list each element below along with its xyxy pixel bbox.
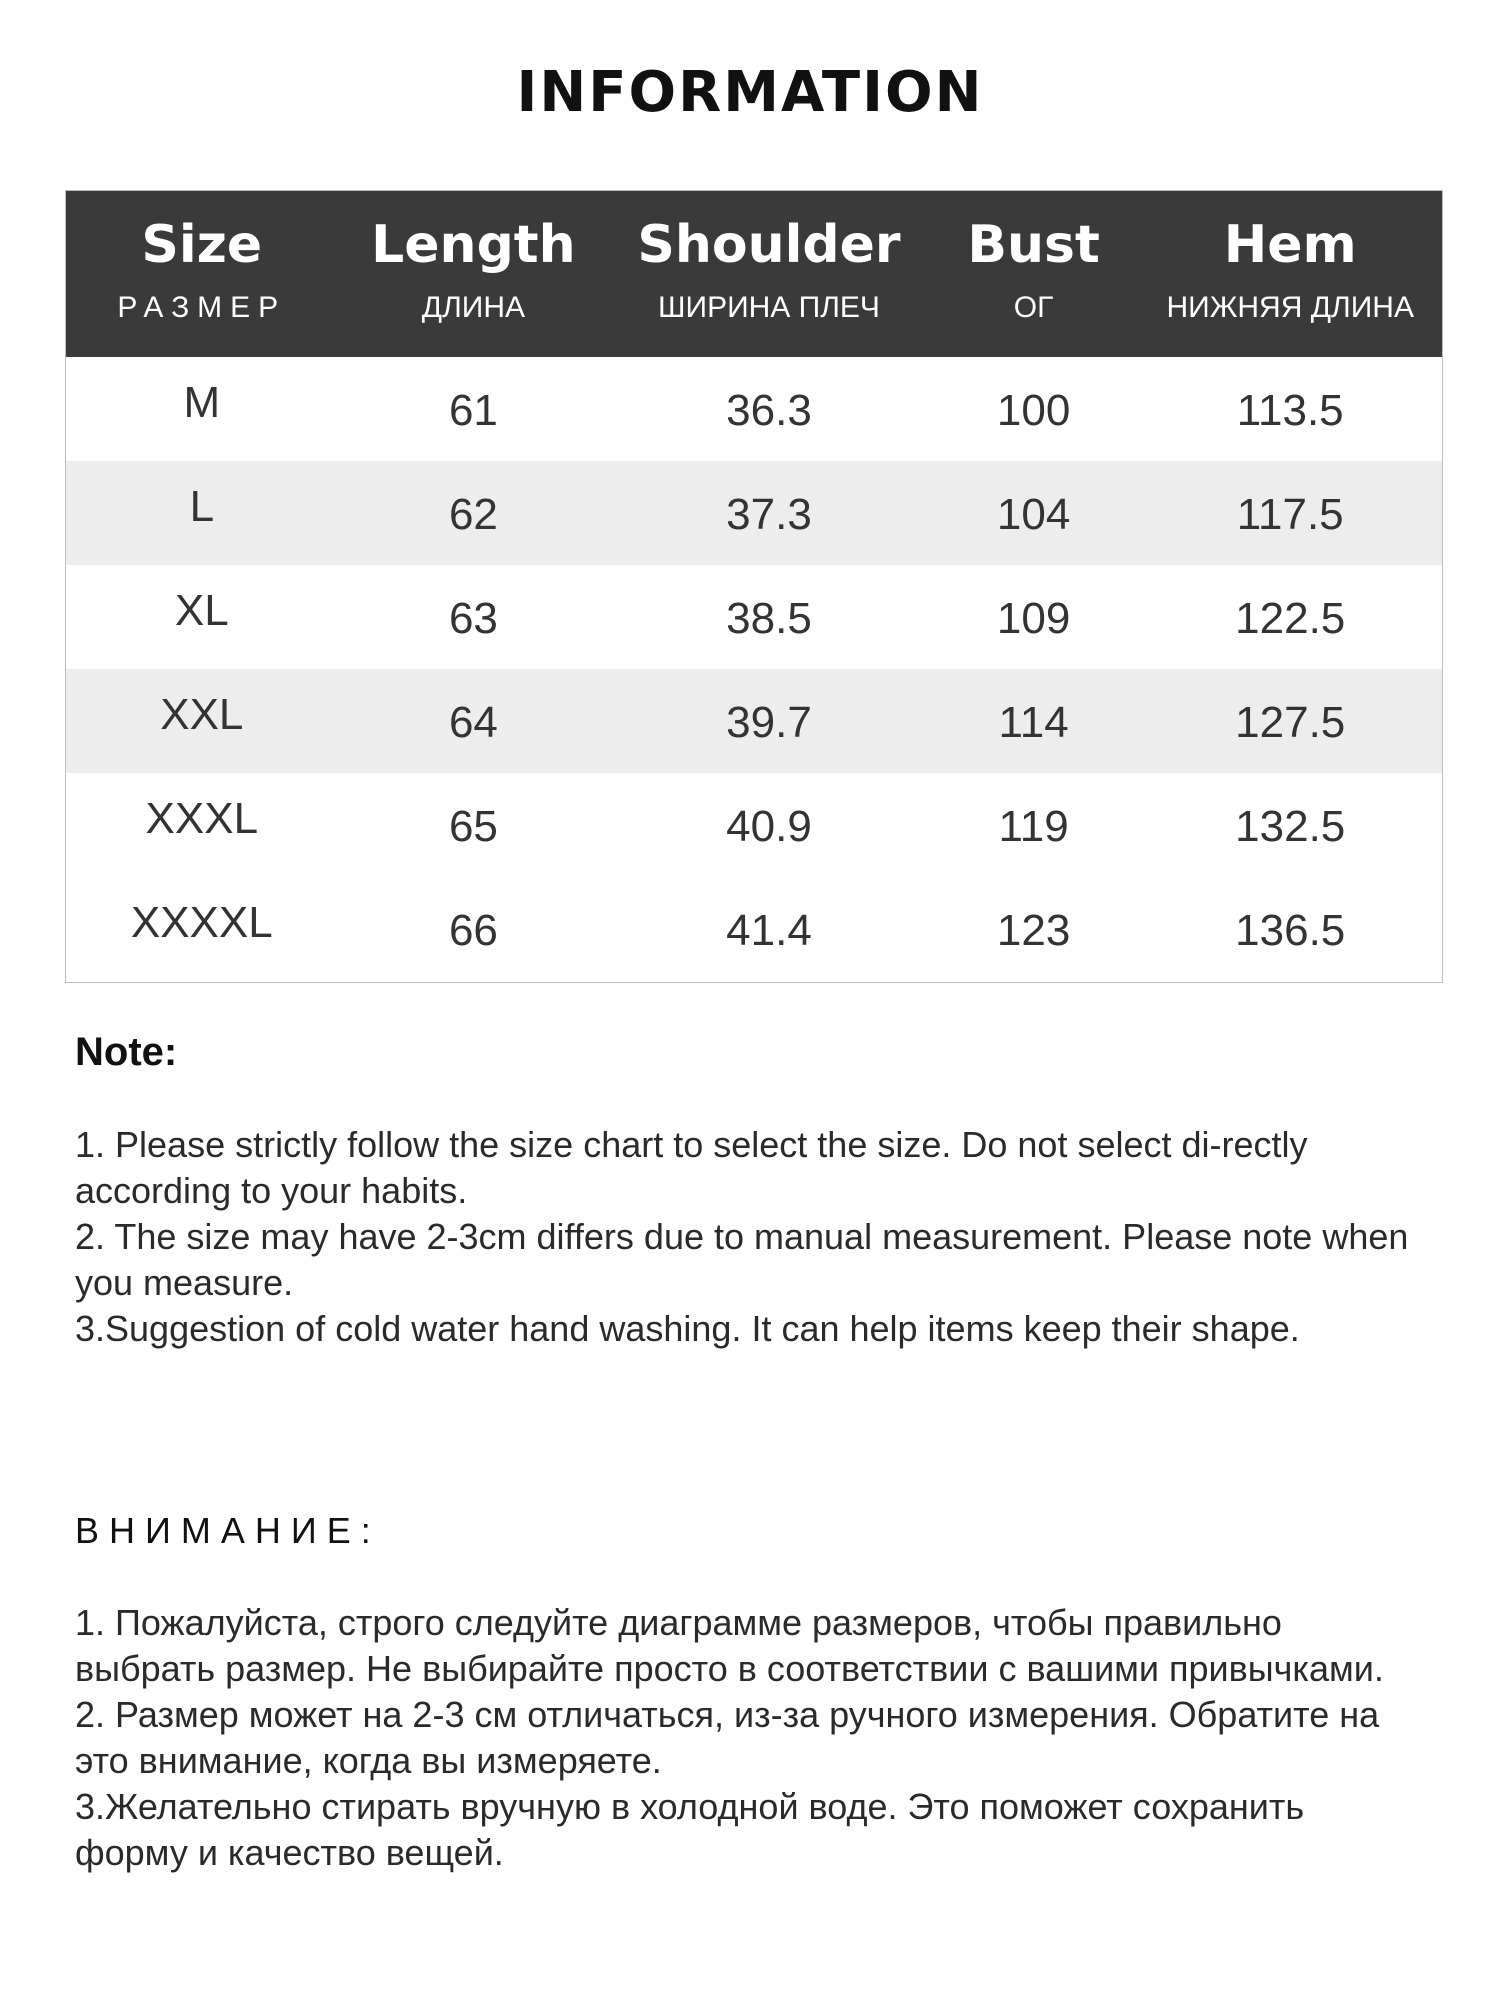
table-row xyxy=(66,773,1442,877)
attention-item: 1. Пожалуйста, строго следуйте диаграмме размеров, чтобы правильно выбрать размер. Не выбирайте просто в соответствии с вашими привычками. xyxy=(75,1602,1384,1689)
table-row xyxy=(66,357,1442,461)
header-label-en: Bust xyxy=(967,215,1100,275)
cell-hem: 117.5 xyxy=(1236,490,1344,539)
cell-length: 65 xyxy=(448,802,498,851)
cell-length: 63 xyxy=(448,594,498,643)
attention-item: 2. Размер может на 2-3 см отличаться, из-за ручного измерения. Обратите на это внимание, когда вы измеряете. xyxy=(75,1694,1380,1781)
cell-bust: 114 xyxy=(998,698,1069,747)
note-list xyxy=(75,1122,1415,1352)
header-label-ru: ШИРИНА ПЛЕЧ xyxy=(658,291,880,324)
header-label-en: Length xyxy=(371,215,576,275)
cell-size: XXL xyxy=(160,690,244,739)
note-item: 2. The size may have 2-3cm differs due to manual measurement. Please note when you measure. xyxy=(75,1216,1409,1303)
cell-bust: 123 xyxy=(996,906,1071,955)
header-size xyxy=(66,191,338,357)
cell-hem: 132.5 xyxy=(1235,802,1346,851)
cell-size: XL xyxy=(174,586,229,635)
table-row xyxy=(66,669,1442,773)
header-length xyxy=(338,191,610,357)
cell-size: XXXXL xyxy=(130,898,273,947)
header-bust xyxy=(929,191,1139,357)
cell-shoulder: 36.3 xyxy=(726,386,812,435)
note-heading: Note: xyxy=(75,1030,178,1074)
header-label-ru: РАЗМЕР xyxy=(117,291,287,324)
header-label-en: Hem xyxy=(1223,215,1357,275)
cell-shoulder: 40.9 xyxy=(726,802,812,851)
note-item: 1. Please strictly follow the size chart to select the size. Do not select di-rectly according to your habits. xyxy=(75,1124,1308,1211)
cell-bust: 119 xyxy=(998,802,1069,851)
size-chart-table xyxy=(65,190,1443,983)
table-header-row xyxy=(66,191,1442,357)
cell-bust: 100 xyxy=(996,386,1071,435)
header-label-ru: ДЛИНА xyxy=(421,291,526,324)
cell-size: M xyxy=(183,378,221,427)
cell-shoulder: 37.3 xyxy=(726,490,812,539)
header-label-ru: ОГ xyxy=(1013,291,1054,324)
header-label-en: Shoulder xyxy=(637,215,901,275)
header-label-ru: НИЖНЯЯ ДЛИНА xyxy=(1166,291,1414,324)
cell-shoulder: 39.7 xyxy=(726,698,812,747)
cell-bust: 104 xyxy=(996,490,1071,539)
cell-size: XXXL xyxy=(145,794,259,843)
cell-shoulder: 41.4 xyxy=(726,906,812,955)
cell-size: L xyxy=(189,482,215,531)
page-title: INFORMATION xyxy=(516,60,984,125)
header-label-en: Size xyxy=(141,215,263,275)
cell-length: 64 xyxy=(448,698,498,747)
cell-hem: 136.5 xyxy=(1235,906,1346,955)
cell-hem: 127.5 xyxy=(1235,698,1346,747)
cell-length: 62 xyxy=(448,490,498,539)
note-item: 3.Suggestion of cold water hand washing. It can help items keep their shape. xyxy=(75,1308,1300,1349)
cell-shoulder: 38.5 xyxy=(726,594,812,643)
attention-item: 3.Желательно стирать вручную в холодной воде. Это поможет сохранить форму и качество вещей. xyxy=(75,1786,1305,1873)
cell-length: 66 xyxy=(448,906,498,955)
attention-heading: ВНИМАНИЕ: xyxy=(75,1510,381,1551)
header-hem xyxy=(1138,191,1442,357)
table-row xyxy=(66,565,1442,669)
cell-bust: 109 xyxy=(996,594,1071,643)
attention-list xyxy=(75,1600,1415,1876)
header-shoulder xyxy=(609,191,929,357)
cell-length: 61 xyxy=(448,386,498,435)
cell-hem: 113.5 xyxy=(1236,386,1344,435)
table-row xyxy=(66,877,1442,981)
cell-hem: 122.5 xyxy=(1235,594,1346,643)
table-row xyxy=(66,461,1442,565)
